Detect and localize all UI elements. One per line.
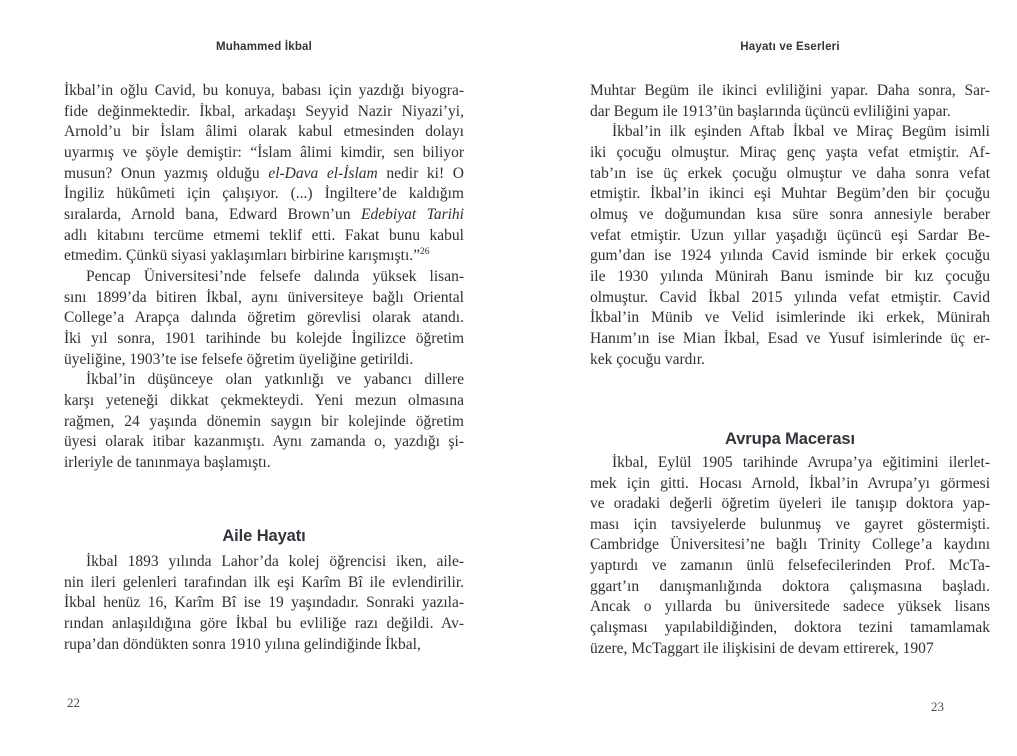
text-line: üyeliğine, 1903’te ise felsefe öğretim üyeliğine getirildi. <box>64 350 414 368</box>
text-line: olmuş ve doğumundan kısa süre sonra annesiyle beraber <box>590 205 990 223</box>
text-line: İkbal’in oğlu Cavid, bu konuya, babası için yazdığı biyogra- <box>64 82 464 99</box>
text-line: sını 1899’da bitiren İkbal, aynı üniversiteye bağlı Oriental <box>64 288 464 306</box>
text-line: İkbal’in düşünceye olan yatkınlığı ve yabancı dillere <box>86 371 464 389</box>
text-line: iki çocuğu olmuştur. Miraç genç yaşta vefat etmiştir. Af- <box>590 143 990 161</box>
page-body-left <box>64 81 464 655</box>
text-line: Pencap Üniversitesi’nde felsefe dalında yüksek lisan- <box>86 267 464 285</box>
text-line: vefat etmiştir. Uzun yıllar yaşadığı üçüncü eşi Sardar Be- <box>590 226 990 244</box>
running-head-right: Hayatı ve Eserleri <box>740 41 840 53</box>
text-line: adlı kitabını tercüme etmemi teklif etti. Fakat bunu kabul <box>64 226 464 244</box>
paragraph <box>64 81 464 267</box>
text-line: ile 1930 yılında Münirah Banu isminde bir kız çocuğu <box>590 267 990 285</box>
text-line: İkbal, Eylül 1905 tarihinde Avrupa’ya eğitimini ilerlet- <box>612 453 990 471</box>
text-line: rupa’dan döndükten sonra 1910 yılına gelindiğinde İkbal, <box>64 635 421 653</box>
section-heading: Aile Hayatı <box>222 527 306 546</box>
paragraph <box>64 267 464 370</box>
text-line: fide değinmektedir. İkbal, arkadaşı Seyyid Nazir Niyazi’yi, <box>64 102 464 120</box>
paragraph <box>64 552 464 655</box>
text-line: nin ileri gelenleri tarafından ilk eşi Karîm Bî ile evlendirilir. <box>64 573 464 591</box>
text-line: kek çocuğu vardır. <box>590 350 705 368</box>
text-line: etmiştir. İkbal’in ikinci eşi Muhtar Begüm’den bir çocuğu <box>590 185 990 203</box>
text-line: İkbal’in ilk eşinden Aftab İkbal ve Miraç Begüm isimli <box>612 123 990 141</box>
text-line: olmuştur. Cavid İkbal 2015 yılında vefat etmiştir. Cavid <box>590 288 990 306</box>
text-line: etmedim. Çünkü siyasi yaklaşımları birbirine karışmıştı.”$^{26}$ <box>64 247 430 265</box>
text-line: Hanım’ın ise Mian İkbal, Esad ve Yusuf isimlerinde üç er- <box>590 329 990 347</box>
text-line: mek için gitti. Hocası Arnold, İkbal’in Avrupa’yı görmesi <box>590 474 990 492</box>
paragraph <box>590 81 990 122</box>
text-line: irleriyle de tanınmaya başlamıştı. <box>64 453 271 471</box>
paragraph <box>590 453 990 660</box>
text-line: İkbal 1893 yılında Lahor’da kolej öğrencisi iken, aile- <box>86 553 464 571</box>
text-line: uyarmış ve şöyle demiştir: “İslam âlimi kimdir, sen biliyor <box>64 143 464 161</box>
text-line: Ancak o yıllarda bu üniversitede sadece yüksek lisans <box>590 598 990 616</box>
page-number-right: 23 <box>931 699 944 714</box>
text-line: ması için tavsiyelerde bulunmuş ve gayret göstermişti. <box>590 515 990 533</box>
section-heading: Avrupa Macerası <box>725 430 855 449</box>
text-line: ggart’ın danışmanlığında doktora çalışmasına başladı. <box>590 577 990 595</box>
text-line: tab’ın ise üç erkek çocuğu olmuştur ve daha sonra vefat <box>590 164 990 182</box>
text-line: rından anlaşıldığına göre İkbal bu evliliğe razı değildi. Av- <box>64 615 464 633</box>
text-line: üyesi olarak itibar kazanmıştı. Aynı zamanda o, yazdığı şi- <box>64 433 464 451</box>
paragraph <box>590 122 990 370</box>
paragraph <box>64 370 464 473</box>
text-line: gum’dan ise 1924 yılında Cavid isminde bir erkek çocuğu <box>590 247 990 265</box>
text-line: College’a Arapça dalında öğretim görevlisi olarak atandı. <box>64 309 464 327</box>
text-line: Muhtar Begüm ile ikinci evliliğini yapar. Daha sonra, Sar- <box>590 82 990 99</box>
text-line: yaptırdı ve zamanın ünlü felsefecilerinden Prof. McTa- <box>590 557 990 575</box>
text-line: üzere, McTaggart ile ilişkisini de devam ettirerek, 1907 <box>590 639 934 657</box>
text-line: dar Begum ile 1913’ün başlarında üçüncü evliliğini yapar. <box>590 102 951 120</box>
running-head-left: Muhammed İkbal <box>215 41 313 53</box>
page-body-right <box>590 81 990 659</box>
page-number-left: 22 <box>67 695 80 710</box>
text-line: çalışması yapılabildiğinden, doktora tezini tamamlamak <box>590 619 990 637</box>
text-line: İkbal henüz 16, Karîm Bî ise 19 yaşındadır. Sonraki yazıla- <box>64 594 464 612</box>
text-line: ve oradaki değerli öğretim üyeleri ile tanışıp doktora yap- <box>590 495 990 513</box>
text-line: musun? Onun yazmış olduğu el-Dava el-İslam nedir ki! O <box>64 164 464 182</box>
text-line: rağmen, 24 yaşında dönemin saygın bir kolejinde öğretim <box>64 412 464 430</box>
text-line: sıralarda, Arnold bana, Edward Brown’un Edebiyat Tarihi <box>64 205 464 223</box>
text-line: Arnold’u bir İslam âlimi olarak kabul etmesinden dolayı <box>64 123 464 141</box>
text-line: Cambridge Üniversitesi’ne bağlı Trinity College’a kaydını <box>590 536 990 554</box>
page-left <box>64 0 464 756</box>
text-line: İkbal’in Münib ve Velid isimlerinde iki erkek, Münirah <box>590 309 990 327</box>
text-line: İki yıl sonra, 1901 tarihinde bu kolejde İngilizce öğretim <box>64 329 464 347</box>
text-line: karşı yeteneği dikkat çekmekteydi. Yeni mezun olmasına <box>64 391 464 409</box>
text-line: İngiliz hükûmeti için çalışıyor. (...) İngiltere’de kaldığım <box>64 185 464 203</box>
page-right <box>590 0 990 756</box>
